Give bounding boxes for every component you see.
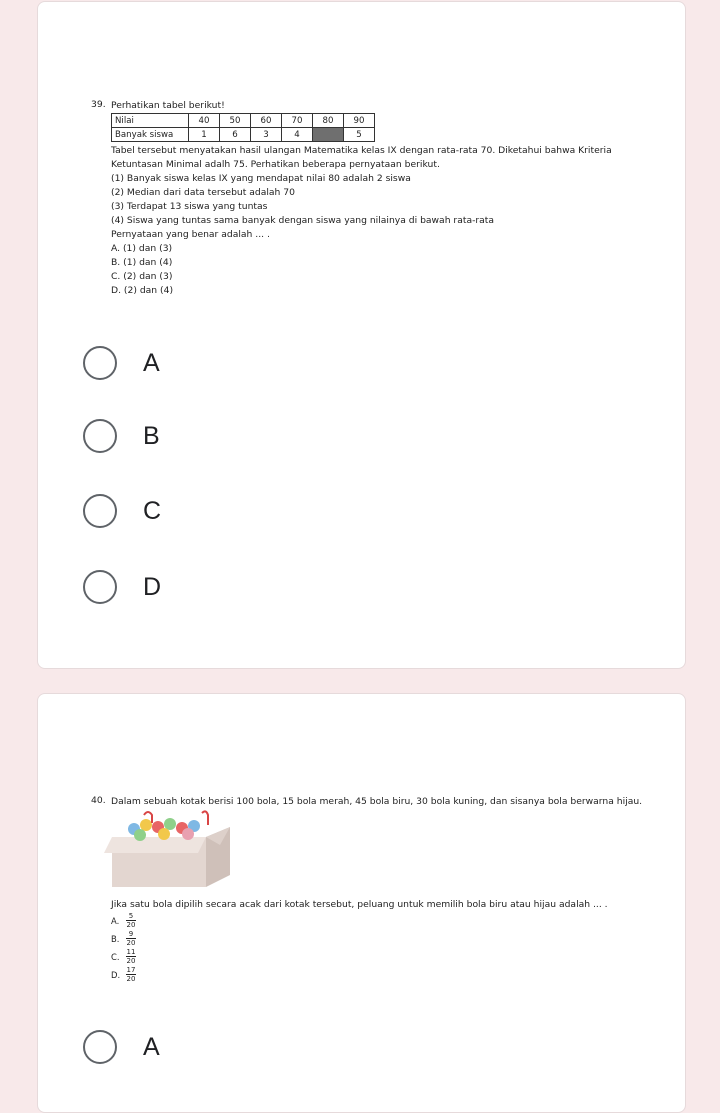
table-cell: 50 (220, 114, 251, 128)
numerator: 9 (128, 930, 134, 938)
statement-2: (2) Median dari data tersebut adalah 70 (111, 187, 295, 198)
fraction (126, 912, 136, 929)
option-b-text: B. (1) dan (4) (111, 257, 173, 268)
table-row (112, 128, 375, 142)
option-letter: A. (111, 915, 120, 926)
table-cell: 6 (220, 128, 251, 142)
statement-1: (1) Banyak siswa kelas IX yang mendapat nilai 80 adalah 2 siswa (111, 173, 411, 184)
option-a-text (111, 912, 136, 929)
radio-choice-a[interactable] (83, 1027, 283, 1067)
table-cell: 1 (189, 128, 220, 142)
fraction (126, 966, 136, 983)
table-cell: 5 (344, 128, 375, 142)
question-text: Ketuntasan Minimal adalh 75. Perhatikan beberapa pernyataan berikut. (111, 159, 440, 170)
choice-label: A (143, 1032, 160, 1061)
denominator: 20 (126, 975, 136, 983)
fraction (126, 948, 136, 965)
option-d-text (111, 966, 136, 983)
fraction (126, 930, 136, 947)
statement-4: (4) Siswa yang tuntas sama banyak dengan siswa yang nilainya di bawah rata-rata (111, 215, 495, 226)
table-cell: 4 (282, 128, 313, 142)
denominator: 20 (126, 939, 136, 947)
table-cell: 3 (251, 128, 282, 142)
numerator: 17 (126, 966, 136, 974)
option-letter: B. (111, 933, 120, 944)
radio-button[interactable] (83, 494, 117, 528)
choice-label: A (143, 348, 160, 377)
table-cell: 70 (282, 114, 313, 128)
radio-choice-a[interactable] (83, 343, 283, 383)
choice-label: C (143, 496, 162, 525)
table-cell: 60 (251, 114, 282, 128)
question-prompt: Jika satu bola dipilih secara acak dari kotak tersebut, peluang untuk memilih bola biru atau hijau adalah ... . (111, 899, 608, 910)
option-b-text (111, 930, 136, 947)
choice-label: D (143, 572, 162, 601)
question-number: 40. (91, 795, 106, 806)
option-letter: C. (111, 951, 120, 962)
denominator: 20 (126, 957, 136, 965)
shaded-cell (313, 128, 344, 142)
option-c-text (111, 948, 136, 965)
ball-box-illustration (104, 807, 234, 895)
question-prompt: Pernyataan yang benar adalah ... . (111, 229, 270, 240)
question-40-card (37, 693, 686, 1113)
table-row (112, 114, 375, 128)
question-text: Tabel tersebut menyatakan hasil ulangan Matematika kelas IX dengan rata-rata 70. Diketahui bahwa Kriteria (111, 145, 612, 156)
option-d-text: D. (2) dan (4) (111, 285, 174, 296)
question-39-card (37, 1, 686, 669)
question-text: Dalam sebuah kotak berisi 100 bola, 15 bola merah, 45 bola biru, 30 bola kuning, dan sisanya bola berwarna hijau. (111, 796, 643, 807)
radio-button[interactable] (83, 1030, 117, 1064)
radio-button[interactable] (83, 419, 117, 453)
score-table (111, 113, 375, 142)
table-cell: 90 (344, 114, 375, 128)
radio-choice-d[interactable] (83, 567, 283, 607)
numerator: 11 (126, 948, 136, 956)
radio-button[interactable] (83, 346, 117, 380)
table-cell: 80 (313, 114, 344, 128)
option-a-text: A. (1) dan (3) (111, 243, 173, 254)
table-cell: Nilai (112, 114, 189, 128)
table-cell: 40 (189, 114, 220, 128)
option-letter: D. (111, 969, 121, 980)
denominator: 20 (126, 921, 136, 929)
table-cell: Banyak siswa (112, 128, 189, 142)
choice-label: B (143, 421, 160, 450)
radio-choice-c[interactable] (83, 491, 283, 531)
question-intro: Perhatikan tabel berikut! (111, 100, 225, 111)
radio-choice-b[interactable] (83, 416, 283, 456)
question-number: 39. (91, 99, 106, 110)
radio-button[interactable] (83, 570, 117, 604)
statement-3: (3) Terdapat 13 siswa yang tuntas (111, 201, 268, 212)
option-c-text: C. (2) dan (3) (111, 271, 173, 282)
numerator: 5 (128, 912, 134, 920)
